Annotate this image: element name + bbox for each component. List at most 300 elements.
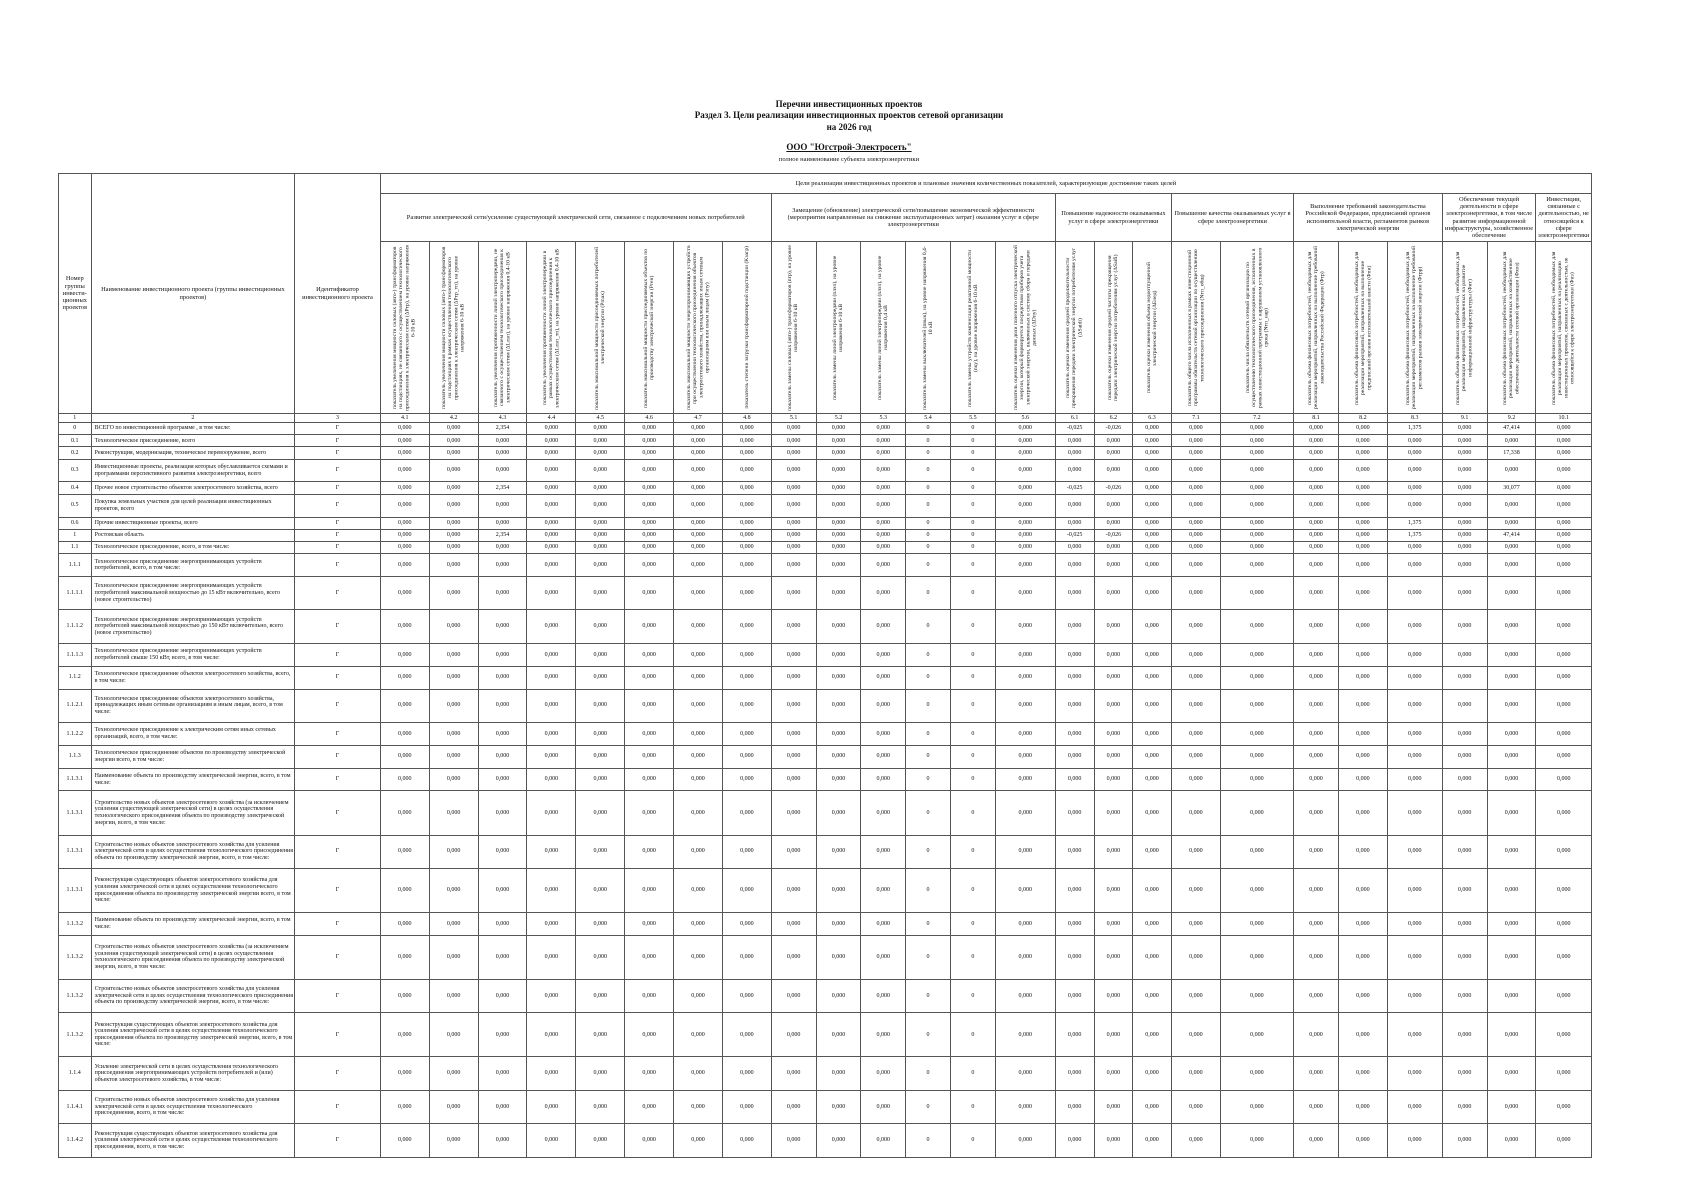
value-cell: 0,000: [1133, 722, 1172, 745]
value-cell: 0,000: [861, 577, 906, 610]
value-cell: 0,000: [1338, 835, 1387, 868]
value-cell: 0: [950, 610, 995, 643]
value-cell: 0,000: [1442, 935, 1487, 979]
value-cell: 0,000: [1442, 643, 1487, 666]
value-cell: 0,000: [429, 423, 478, 435]
value-cell: 0,000: [478, 494, 527, 517]
value-cell: 1,375: [1387, 529, 1442, 541]
value-cell: 0,000: [1094, 1124, 1133, 1158]
value-cell: 0,000: [478, 1090, 527, 1123]
row-number-cell: 1.1.3.1: [59, 768, 92, 791]
value-cell: 0,000: [1094, 768, 1133, 791]
indicator-header: [1133, 242, 1172, 414]
value-cell: 0,000: [576, 1090, 625, 1123]
indicator-header-label: показатель максимальной мощности присоединяемых потребителей электрической энергии (Pmax): [594, 245, 607, 410]
value-cell: 0,000: [1338, 979, 1387, 1012]
value-cell: 0,000: [1220, 935, 1293, 979]
value-cell: 0,000: [380, 610, 429, 643]
table-row: [59, 1090, 1592, 1123]
row-id-cell: Г: [295, 689, 381, 722]
value-cell: 0,000: [1133, 745, 1172, 768]
value-cell: 0,000: [1294, 1013, 1339, 1057]
value-cell: 0,000: [1294, 745, 1339, 768]
value-cell: 0,000: [429, 689, 478, 722]
row-number-cell: 1.1.2: [59, 666, 92, 689]
value-cell: 0,000: [1387, 1090, 1442, 1123]
value-cell: 0,000: [861, 482, 906, 494]
value-cell: 0,000: [674, 745, 723, 768]
value-cell: 0,000: [1133, 447, 1172, 459]
value-cell: 0: [906, 643, 951, 666]
organization-name: ООО "Югстрой-Электросеть": [786, 142, 912, 152]
row-id-cell: Г: [295, 459, 381, 482]
value-cell: 0,000: [1442, 423, 1487, 435]
value-cell: 0,000: [1536, 745, 1592, 768]
indicator-header: [1338, 242, 1387, 414]
value-cell: 0,000: [1094, 1013, 1133, 1057]
value-cell: 0,000: [1294, 517, 1339, 529]
value-cell: 0,000: [1387, 913, 1442, 936]
value-cell: 0,000: [1338, 494, 1387, 517]
value-cell: 0,000: [1387, 722, 1442, 745]
value-cell: 0,000: [674, 541, 723, 553]
value-cell: 0,000: [674, 423, 723, 435]
value-cell: 0,000: [816, 517, 861, 529]
value-cell: 0,000: [995, 689, 1055, 722]
value-cell: 0,000: [771, 768, 816, 791]
value-cell: 0,000: [429, 482, 478, 494]
value-cell: 0: [906, 913, 951, 936]
value-cell: 0,000: [1220, 1090, 1293, 1123]
value-cell: 0,000: [429, 643, 478, 666]
value-cell: 0,000: [771, 666, 816, 689]
value-cell: 0,000: [1487, 689, 1536, 722]
value-cell: 0,000: [429, 435, 478, 447]
row-id-cell: Г: [295, 423, 381, 435]
value-cell: 0,000: [478, 1057, 527, 1090]
value-cell: 0,000: [1171, 447, 1220, 459]
value-cell: 0,000: [478, 447, 527, 459]
value-cell: 0,000: [861, 791, 906, 835]
value-cell: 0,000: [478, 768, 527, 791]
row-number-cell: 1.1.2.2: [59, 722, 92, 745]
value-cell: 0,000: [1442, 913, 1487, 936]
value-cell: 0,000: [816, 494, 861, 517]
value-cell: 0,000: [1133, 1090, 1172, 1123]
value-cell: 0,000: [1387, 1057, 1442, 1090]
value-cell: 0,000: [478, 979, 527, 1012]
value-cell: 0,000: [1442, 979, 1487, 1012]
value-cell: 0,000: [995, 577, 1055, 610]
investment-goals-table: [58, 173, 1592, 1158]
value-cell: 0,000: [527, 1013, 576, 1057]
value-cell: 0,000: [478, 541, 527, 553]
table-row: [59, 722, 1592, 745]
value-cell: -0,025: [1055, 482, 1094, 494]
value-cell: 0,000: [1442, 482, 1487, 494]
value-cell: 0,000: [527, 610, 576, 643]
value-cell: 0,000: [576, 666, 625, 689]
value-cell: 0,000: [380, 494, 429, 517]
value-cell: 0,000: [1133, 435, 1172, 447]
column-index-cell: 4.7: [674, 414, 723, 423]
value-cell: 0,000: [429, 868, 478, 912]
value-cell: 0,000: [1442, 517, 1487, 529]
value-cell: 0,000: [1171, 459, 1220, 482]
value-cell: 0: [906, 835, 951, 868]
value-cell: 0,000: [1294, 643, 1339, 666]
value-cell: 0,000: [1220, 1057, 1293, 1090]
value-cell: 0,000: [478, 666, 527, 689]
indicator-header: [1294, 242, 1339, 414]
value-cell: 0,000: [995, 423, 1055, 435]
value-cell: 0,000: [1220, 689, 1293, 722]
row-name-cell: Инвестиционные проекты, реализация которых обуславливается схемами и программами перспективного развития электроэнергетики, всего: [91, 459, 295, 482]
value-cell: 0,000: [576, 979, 625, 1012]
value-cell: 0,000: [1133, 554, 1172, 577]
value-cell: 0,000: [1171, 722, 1220, 745]
row-id-cell: Г: [295, 577, 381, 610]
value-cell: 0: [906, 791, 951, 835]
value-cell: 0,000: [1442, 577, 1487, 610]
value-cell: 0,000: [1487, 1124, 1536, 1158]
value-cell: 0,000: [722, 577, 771, 610]
value-cell: 2,354: [478, 529, 527, 541]
value-cell: 0,000: [1094, 577, 1133, 610]
row-number-cell: 1.1.3.1: [59, 791, 92, 835]
value-cell: 0,000: [1338, 791, 1387, 835]
value-cell: 0,000: [380, 791, 429, 835]
value-cell: 0,000: [625, 1013, 674, 1057]
value-cell: 0,000: [1055, 835, 1094, 868]
value-cell: 0,000: [861, 447, 906, 459]
value-cell: 0,000: [380, 554, 429, 577]
row-name-cell: Прочее новое строительство объектов электросетевого хозяйства, всего: [91, 482, 295, 494]
value-cell: 0,000: [1133, 643, 1172, 666]
value-cell: 0,000: [1536, 482, 1592, 494]
row-name-cell: Реконструкция существующих объектов электросетевого хозяйства для усиления электрической сети в целях осуществления технологического присоединения, всего, в том числе:: [91, 1124, 295, 1158]
row-id-cell: Г: [295, 447, 381, 459]
value-cell: 0,000: [816, 913, 861, 936]
value-cell: 0,000: [1487, 554, 1536, 577]
value-cell: 0,000: [576, 517, 625, 529]
value-cell: 0,000: [1387, 554, 1442, 577]
value-cell: 0,000: [674, 1057, 723, 1090]
value-cell: 0: [906, 423, 951, 435]
value-cell: 0,000: [1487, 745, 1536, 768]
value-cell: 0,000: [995, 447, 1055, 459]
value-cell: 0,000: [1387, 791, 1442, 835]
value-cell: 0,000: [527, 768, 576, 791]
value-cell: 0,000: [722, 868, 771, 912]
value-cell: 0,000: [816, 1090, 861, 1123]
value-cell: 0,000: [1133, 1013, 1172, 1057]
indicator-header-label: показатель объема финансовых потребностей, необходимых для реализации мероприятий, направленных на выполнение требований регламентов рынков электрической энергии (Фтрр): [1405, 246, 1424, 409]
row-id-cell: Г: [295, 643, 381, 666]
value-cell: 0,000: [674, 643, 723, 666]
value-cell: 0,000: [1387, 1013, 1442, 1057]
value-cell: 0: [906, 935, 951, 979]
indicator-header-label: показатель замены линий электропередачи (nлэп), на уровне напряжения 6-10 кВ: [832, 255, 845, 400]
value-cell: 0,000: [478, 517, 527, 529]
value-cell: 0,000: [625, 1057, 674, 1090]
value-cell: 0,000: [995, 482, 1055, 494]
value-cell: 0,000: [1094, 643, 1133, 666]
value-cell: 0,000: [576, 1013, 625, 1057]
row-name-cell: Технологическое присоединение, всего: [91, 435, 295, 447]
value-cell: 0,000: [576, 1124, 625, 1158]
value-cell: 0,000: [1294, 577, 1339, 610]
row-number-cell: 1.1.2.1: [59, 689, 92, 722]
value-cell: 0: [906, 1090, 951, 1123]
value-cell: 0,000: [1220, 577, 1293, 610]
value-cell: 0,000: [380, 1013, 429, 1057]
value-cell: 0,000: [861, 745, 906, 768]
value-cell: 0: [950, 1013, 995, 1057]
value-cell: 0,000: [1133, 494, 1172, 517]
header-group-legislation: Выполнение требований законодательства Российской Федерации, предписаний органов исполнительной власти, регламентов рынков электрической энергии: [1294, 194, 1443, 242]
value-cell: 47,414: [1487, 423, 1536, 435]
value-cell: 0,000: [816, 835, 861, 868]
value-cell: 0,000: [995, 666, 1055, 689]
value-cell: 0,000: [527, 435, 576, 447]
indicator-header-label: показатель максимальной мощности энергопринимающих устройств при осуществлении технологического присоединения объектов электросетевого хозяйства, принадлежащих иным сетевым организациям или иным лицам (Pэпу): [685, 245, 711, 410]
value-cell: 0,000: [1387, 979, 1442, 1012]
table-row: [59, 577, 1592, 610]
value-cell: 0,000: [1220, 482, 1293, 494]
value-cell: 0,000: [1294, 666, 1339, 689]
value-cell: 0: [950, 722, 995, 745]
row-number-cell: 0.1: [59, 435, 92, 447]
indicator-header-label: показатель объема финансовых потребностей, необходимых для реализации мероприятий, направленных на развитие информационной инфраструктуры (Фит): [1455, 250, 1474, 405]
column-index-cell: 5.5: [950, 414, 995, 423]
row-number-cell: 0: [59, 423, 92, 435]
value-cell: 0: [950, 554, 995, 577]
indicator-header-label: показатель увеличения протяженности линий электропередачи в рамках осуществления технологического присоединения к электрическим сетям (ΔLлэп_тп), на уровне напряжения 0,4-10 кВ: [542, 247, 561, 408]
row-id-cell: Г: [295, 1124, 381, 1158]
value-cell: 0,000: [1220, 494, 1293, 517]
value-cell: 0,000: [1171, 791, 1220, 835]
value-cell: 0,000: [1133, 979, 1172, 1012]
value-cell: 0,000: [625, 494, 674, 517]
value-cell: 0,000: [527, 935, 576, 979]
column-index-cell: 4.5: [576, 414, 625, 423]
value-cell: 0,000: [380, 979, 429, 1012]
value-cell: 0,000: [576, 610, 625, 643]
value-cell: 0,000: [380, 745, 429, 768]
column-index-cell: 1: [59, 414, 92, 423]
value-cell: 0,000: [1387, 577, 1442, 610]
row-id-cell: Г: [295, 913, 381, 936]
value-cell: 0,000: [1171, 423, 1220, 435]
value-cell: 0: [950, 517, 995, 529]
value-cell: 0,000: [625, 689, 674, 722]
row-number-cell: 1.1.3.2: [59, 935, 92, 979]
value-cell: 0,000: [861, 913, 906, 936]
value-cell: 0,000: [1220, 529, 1293, 541]
value-cell: 0: [906, 541, 951, 553]
value-cell: 0,000: [995, 868, 1055, 912]
value-cell: 0,000: [478, 577, 527, 610]
column-index-cell: 3: [295, 414, 381, 423]
value-cell: 0,000: [1055, 913, 1094, 936]
value-cell: 0,000: [861, 459, 906, 482]
value-cell: 0,000: [1338, 666, 1387, 689]
value-cell: 0,000: [995, 745, 1055, 768]
value-cell: 0,000: [861, 435, 906, 447]
value-cell: 0,000: [1171, 689, 1220, 722]
value-cell: 0: [950, 494, 995, 517]
value-cell: 0,000: [1536, 835, 1592, 868]
value-cell: 0,000: [1133, 459, 1172, 482]
value-cell: 0,000: [527, 722, 576, 745]
value-cell: 0,000: [576, 722, 625, 745]
value-cell: 0,000: [478, 722, 527, 745]
row-id-cell: Г: [295, 517, 381, 529]
value-cell: 0: [950, 913, 995, 936]
value-cell: 0,000: [1055, 494, 1094, 517]
value-cell: 0,000: [1094, 979, 1133, 1012]
value-cell: 0,000: [1294, 791, 1339, 835]
value-cell: 0,000: [816, 666, 861, 689]
value-cell: 0,000: [478, 1013, 527, 1057]
value-cell: 0,000: [861, 768, 906, 791]
value-cell: 0,000: [1220, 1124, 1293, 1158]
value-cell: 0,000: [1055, 577, 1094, 610]
value-cell: 0,000: [1055, 1057, 1094, 1090]
value-cell: 0,000: [1442, 868, 1487, 912]
value-cell: 0,000: [771, 689, 816, 722]
value-cell: 0,000: [771, 1124, 816, 1158]
value-cell: 0,000: [1536, 643, 1592, 666]
title-line-2: Раздел 3. Цели реализации инвестиционных проектов сетевой организации: [694, 110, 1004, 120]
table-row: [59, 541, 1592, 553]
table-row: [59, 868, 1592, 912]
indicator-header-label: показатель увеличения мощности силовых (авто-) трансформаторов на подстанциях, не связанного с осуществлением технологического присоединения к электрическим сетям (ΔPтр), на уровне напряжения 6-10 кВ: [392, 244, 417, 411]
value-cell: 0,000: [1055, 935, 1094, 979]
value-cell: 0,000: [674, 768, 723, 791]
value-cell: 0,000: [576, 482, 625, 494]
value-cell: 0,000: [1055, 868, 1094, 912]
value-cell: 0,000: [674, 979, 723, 1012]
value-cell: 0,000: [1536, 435, 1592, 447]
value-cell: 0,000: [722, 835, 771, 868]
value-cell: 0,000: [1536, 868, 1592, 912]
row-id-cell: Г: [295, 494, 381, 517]
value-cell: 0,000: [380, 447, 429, 459]
row-id-cell: Г: [295, 554, 381, 577]
value-cell: 0,000: [1094, 494, 1133, 517]
value-cell: 0,000: [1294, 1124, 1339, 1158]
row-id-cell: Г: [295, 482, 381, 494]
value-cell: 0,000: [816, 541, 861, 553]
value-cell: 0,000: [722, 768, 771, 791]
value-cell: 0,000: [816, 529, 861, 541]
value-cell: 0,000: [1536, 447, 1592, 459]
value-cell: 0,000: [1536, 529, 1592, 541]
value-cell: 0: [950, 1090, 995, 1123]
column-index-cell: 7.2: [1220, 414, 1293, 423]
indicator-header: [527, 242, 576, 414]
value-cell: 0,000: [861, 689, 906, 722]
value-cell: 0,000: [527, 423, 576, 435]
value-cell: 0,000: [861, 643, 906, 666]
value-cell: 0,000: [1536, 1013, 1592, 1057]
value-cell: 1,375: [1387, 423, 1442, 435]
value-cell: 0,000: [478, 435, 527, 447]
value-cell: 0,000: [1171, 1090, 1220, 1123]
row-id-cell: Г: [295, 666, 381, 689]
value-cell: 0,000: [576, 791, 625, 835]
value-cell: 0,000: [1133, 913, 1172, 936]
value-cell: 0: [906, 1057, 951, 1090]
table-row: [59, 666, 1592, 689]
value-cell: 0,000: [1442, 1013, 1487, 1057]
value-cell: 0: [906, 610, 951, 643]
value-cell: 0,000: [1387, 835, 1442, 868]
value-cell: 0,000: [861, 554, 906, 577]
value-cell: 0,000: [625, 517, 674, 529]
value-cell: 17,338: [1487, 447, 1536, 459]
row-name-cell: Наименование объекта по производству электрической энергии, всего, в том числе:: [91, 913, 295, 936]
value-cell: 0,000: [1220, 541, 1293, 553]
value-cell: 0,000: [1294, 494, 1339, 517]
value-cell: 0,000: [1294, 1090, 1339, 1123]
value-cell: 0,000: [576, 435, 625, 447]
value-cell: 0,000: [625, 768, 674, 791]
value-cell: 0,000: [527, 666, 576, 689]
value-cell: 0,000: [1220, 643, 1293, 666]
value-cell: 0,000: [1294, 935, 1339, 979]
value-cell: 0,000: [625, 529, 674, 541]
value-cell: 0,000: [1536, 610, 1592, 643]
value-cell: 0,000: [674, 1124, 723, 1158]
value-cell: 0,000: [1171, 517, 1220, 529]
table-row: [59, 835, 1592, 868]
value-cell: 0,000: [1094, 610, 1133, 643]
column-index-cell: 10.1: [1536, 414, 1592, 423]
row-name-cell: Технологическое присоединение объектов по производству электрической энергии всего, в том числе:: [91, 745, 295, 768]
value-cell: 0,000: [576, 935, 625, 979]
value-cell: 0,000: [861, 494, 906, 517]
value-cell: 0,000: [722, 1124, 771, 1158]
value-cell: 0,000: [1442, 1090, 1487, 1123]
value-cell: 0,000: [1338, 1013, 1387, 1057]
column-index-cell: 4.1: [380, 414, 429, 423]
value-cell: 0,000: [1536, 666, 1592, 689]
column-index-cell: 8.2: [1338, 414, 1387, 423]
indicator-header-label: показатель степени загрузки трансформаторной подстанции (Kзагр): [743, 246, 750, 409]
value-cell: -0,025: [1055, 529, 1094, 541]
indicator-header: [1220, 242, 1293, 414]
row-id-cell: Г: [295, 722, 381, 745]
column-index-cell: 5.2: [816, 414, 861, 423]
value-cell: 0,000: [429, 494, 478, 517]
value-cell: 0,000: [722, 689, 771, 722]
value-cell: 0,000: [722, 1013, 771, 1057]
value-cell: 0,000: [478, 689, 527, 722]
value-cell: 0,000: [995, 541, 1055, 553]
indicator-header-label: показатель оценки изменения средней продолжительности прекращения передачи электрической энергии потребителям услуг (ΔSaidi): [1065, 247, 1084, 408]
column-index-cell: 5.3: [861, 414, 906, 423]
row-name-cell: Технологическое присоединение энергопринимающих устройств потребителей свыше 150 кВт, всего, в том числе:: [91, 643, 295, 666]
row-number-cell: 0.6: [59, 517, 92, 529]
value-cell: 0,000: [625, 935, 674, 979]
value-cell: 0,000: [1094, 935, 1133, 979]
value-cell: 0: [906, 554, 951, 577]
value-cell: 0,000: [576, 447, 625, 459]
value-cell: 0,000: [625, 554, 674, 577]
